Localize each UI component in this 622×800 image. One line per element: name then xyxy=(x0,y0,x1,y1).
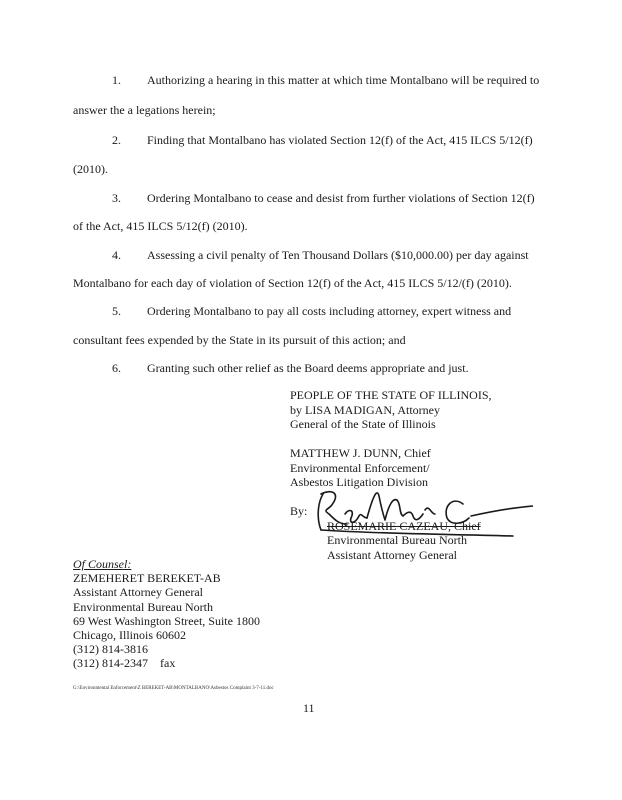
attorney-general-title: General of the State of Illinois xyxy=(290,417,436,431)
division-chief-name: MATTHEW J. DUNN, Chief xyxy=(290,446,431,460)
counsel-title: Assistant Attorney General xyxy=(73,585,203,600)
item-2-text-line1: Finding that Montalbano has violated Section 12(f) of the Act, 415 ILCS 5/12(f) xyxy=(147,133,533,147)
item-3-number: 3. xyxy=(112,191,121,205)
of-counsel-heading: Of Counsel: xyxy=(73,557,132,571)
by-label: By: xyxy=(290,504,308,518)
item-4-number: 4. xyxy=(112,248,121,262)
item-4-text-line2: Montalbano for each day of violation of Section 12(f) of the Act, 415 ILCS 5/12/(f) (2010). xyxy=(73,276,512,290)
item-6-text-line1: Granting such other relief as the Board deems appropriate and just. xyxy=(147,361,469,375)
counsel-bureau: Environmental Bureau North xyxy=(73,599,213,614)
counsel-fax: (312) 814-2347 xyxy=(73,656,148,671)
item-1-text-line2: answer the a legations herein; xyxy=(73,103,216,117)
of-counsel-block xyxy=(73,557,260,671)
item-2-text-line2: (2010). xyxy=(73,162,108,176)
signer-title-block xyxy=(327,533,467,562)
item-4-text-line1: Assessing a civil penalty of Ten Thousand Dollars ($10,000.00) per day against xyxy=(147,248,529,262)
division-name-line2: Asbestos Litigation Division xyxy=(290,475,428,489)
item-5-text-line2: consultant fees expended by the State in its pursuit of this action; and xyxy=(73,333,406,347)
counsel-phone: (312) 814-3816 xyxy=(73,642,148,657)
item-5-number: 5. xyxy=(112,304,121,318)
counsel-city: Chicago, Illinois 60602 xyxy=(73,628,186,643)
page-number: 11 xyxy=(303,701,315,715)
item-3-text-line1: Ordering Montalbano to cease and desist from further violations of Section 12(f) xyxy=(147,191,535,205)
plaintiff-name: PEOPLE OF THE STATE OF ILLINOIS, xyxy=(290,388,492,402)
document-path: G:\Environmental Enforcement\Z BEREKET-AB\MONTALBANO\Asbestos Complaint 3-7-11.doc xyxy=(73,686,274,691)
item-1-text-line1: Authorizing a hearing in this matter at which time Montalbano will be required to xyxy=(147,73,540,87)
item-5-text-line1: Ordering Montalbano to pay all costs including attorney, expert witness and xyxy=(147,304,512,318)
item-1-number: 1. xyxy=(112,73,121,87)
fax-label: fax xyxy=(160,656,176,671)
division-block xyxy=(290,446,431,490)
item-2-number: 2. xyxy=(112,133,121,147)
signer-bureau: Environmental Bureau North xyxy=(327,533,467,547)
item-3-text-line2: of the Act, 415 ILCS 5/12(f) (2010). xyxy=(73,219,248,233)
plaintiff-block xyxy=(290,388,492,432)
division-name-line1: Environmental Enforcement/ xyxy=(290,460,430,475)
counsel-name: ZEMEHERET BEREKET-AB xyxy=(73,571,221,586)
item-6-number: 6. xyxy=(112,361,121,375)
signer-title: Assistant Attorney General xyxy=(327,547,457,562)
counsel-fax-line xyxy=(73,656,260,670)
signer-name: ROSEMARIE CAZEAU, Chief xyxy=(327,519,481,533)
attorney-general-line: by LISA MADIGAN, Attorney xyxy=(290,402,440,417)
counsel-street: 69 West Washington Street, Suite 1800 xyxy=(73,613,260,628)
